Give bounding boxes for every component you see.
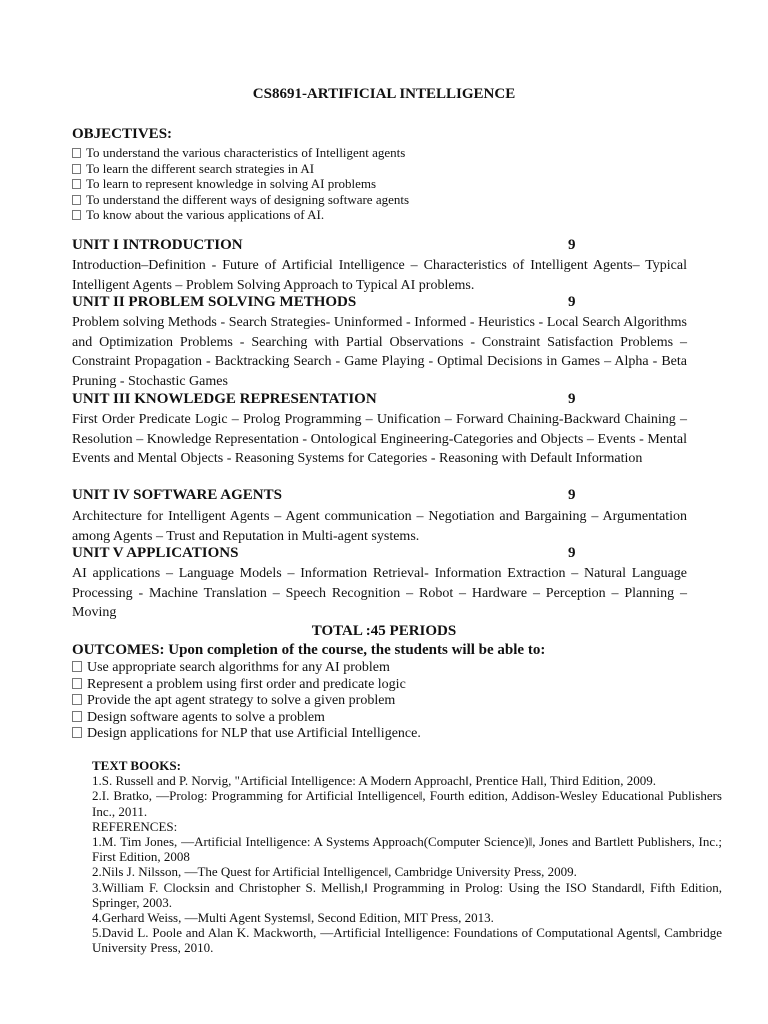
checkbox-icon bbox=[72, 661, 82, 672]
objective-item: To learn to represent knowledge in solving AI problems bbox=[72, 176, 692, 192]
unit-1-hours: 9 bbox=[568, 237, 576, 253]
outcome-item: Provide the apt agent strategy to solve a given problem bbox=[72, 693, 421, 710]
checkbox-icon bbox=[72, 210, 81, 220]
unit-3-body: First Order Predicate Logic – Prolog Programming – Unification – Forward Chaining-Backward Chaining – Resolution – Knowledge Representation - Ontological Engineering-Categories and Objects – Events - Mental Events and Mental Objects - Reasoning Systems for Categories - Reasoning with Default Information bbox=[72, 412, 687, 466]
reference-entry: 5.David L. Poole and Alan K. Mackworth, ―Artificial Intelligence: Foundations of Computational Agents‖, Cambridge University Press, 2010. bbox=[92, 925, 722, 956]
text-books-heading: TEXT BOOKS: bbox=[92, 758, 181, 773]
unit-2-heading: UNIT II PROBLEM SOLVING METHODS 9 bbox=[72, 294, 576, 310]
page-title: CS8691-ARTIFICIAL INTELLIGENCE bbox=[252, 86, 516, 102]
unit-4-body: Architecture for Intelligent Agents – Agent communication – Negotiation and Bargaining – Argumentation among Agents – Trust and Reputation in Multi-agent systems. bbox=[72, 509, 687, 544]
reference-entry: 4.Gerhard Weiss, ―Multi Agent Systems‖, Second Edition, MIT Press, 2013. bbox=[92, 910, 494, 926]
reference-entry: 3.William F. Clocksin and Christopher S. Mellish,‖ Programming in Prolog: Using the ISO Standard‖, Fifth Edition, Springer, 2003. bbox=[92, 879, 722, 910]
checkbox-icon bbox=[72, 179, 81, 189]
checkbox-icon bbox=[72, 727, 82, 738]
unit-4-hours: 9 bbox=[568, 487, 576, 503]
objective-item: To know about the various applications of AI. bbox=[72, 207, 692, 223]
checkbox-icon bbox=[72, 694, 82, 705]
total-periods: TOTAL :45 PERIODS bbox=[311, 623, 457, 639]
unit-3-hours: 9 bbox=[568, 391, 576, 407]
checkbox-icon bbox=[72, 148, 81, 158]
reference-entry: 1.M. Tim Jones, ―Artificial Intelligence: A Systems Approach(Computer Science)‖, Jones and Bartlett Publishers, Inc.; First Edition, 2008 bbox=[92, 834, 722, 865]
objective-item: To understand the various characteristics of Intelligent agents bbox=[72, 145, 692, 161]
outcome-item: Design applications for NLP that use Artificial Intelligence. bbox=[72, 726, 421, 743]
checkbox-icon bbox=[72, 164, 81, 174]
unit-2-body: Problem solving Methods - Search Strategies- Uninformed - Informed - Heuristics - Local Search Algorithms and Optimization Problems - Searching with Partial Observations - Constraint Satisfaction Problems – Constraint Propagation - Backtracking Search - Game Playing - Optimal Decisions in Games – Alpha - Beta Pruning - Stochastic Games bbox=[72, 315, 687, 389]
outcome-item: Design software agents to solve a problem bbox=[72, 710, 421, 727]
books-section bbox=[92, 758, 722, 956]
outcome-item: Use appropriate search algorithms for any AI problem bbox=[72, 660, 421, 677]
checkbox-icon bbox=[72, 711, 82, 722]
text-book-entry: 1.S. Russell and P. Norvig, "Artificial Intelligence: A Modern Approach‖, Prentice Hall, Third Edition, 2009. bbox=[92, 773, 657, 789]
unit-5-heading: UNIT V APPLICATIONS 9 bbox=[72, 545, 576, 561]
unit-2-hours: 9 bbox=[568, 294, 576, 310]
references-heading: REFERENCES: bbox=[92, 818, 178, 834]
unit-5-hours: 9 bbox=[568, 545, 576, 561]
outcomes-heading: OUTCOMES: Upon completion of the course, the students will be able to: bbox=[72, 642, 546, 658]
unit-3-heading: UNIT III KNOWLEDGE REPRESENTATION 9 bbox=[72, 391, 576, 407]
objective-item: To learn the different search strategies in AI bbox=[72, 161, 692, 177]
objectives-heading: OBJECTIVES: bbox=[72, 126, 173, 142]
checkbox-icon bbox=[72, 678, 82, 689]
unit-5-body: AI applications – Language Models – Information Retrieval- Information Extraction – Natural Language Processing - Machine Translation – Speech Recognition – Robot – Hardware – Perception – Planning – Moving bbox=[72, 566, 687, 620]
outcomes-list bbox=[72, 660, 421, 743]
unit-1-heading: UNIT I INTRODUCTION 9 bbox=[72, 237, 576, 253]
unit-4-heading: UNIT IV SOFTWARE AGENTS 9 bbox=[72, 487, 576, 503]
unit-1-body: Introduction–Definition - Future of Artificial Intelligence – Characteristics of Intelligent Agents– Typical Intelligent Agents – Problem Solving Approach to Typical AI problems. bbox=[72, 258, 687, 293]
reference-entry: 2.Nils J. Nilsson, ―The Quest for Artificial Intelligence‖, Cambridge University Press, 2009. bbox=[92, 864, 577, 880]
objective-item: To understand the different ways of designing software agents bbox=[72, 192, 692, 208]
outcome-item: Represent a problem using first order and predicate logic bbox=[72, 677, 421, 694]
objectives-list bbox=[72, 145, 692, 223]
text-book-entry: 2.I. Bratko, ―Prolog: Programming for Artificial Intelligence‖, Fourth edition, Addison-Wesley Educational Publishers Inc., 2011. bbox=[92, 788, 722, 819]
checkbox-icon bbox=[72, 195, 81, 205]
